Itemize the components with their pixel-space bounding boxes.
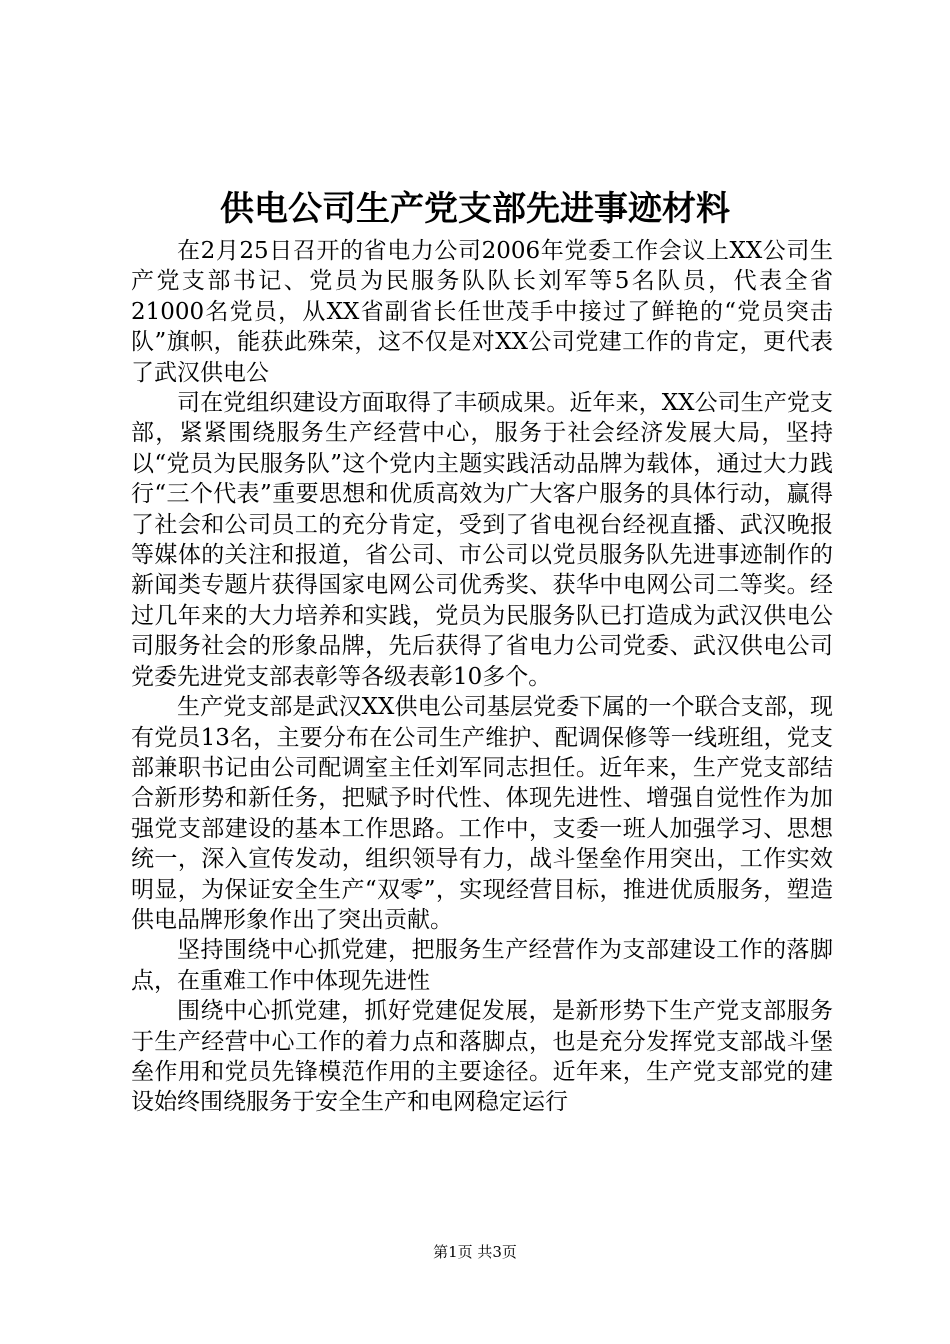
paragraph: 生产党支部是武汉XX供电公司基层党委下属的一个联合支部，现有党员13名，主要分布在公司生产维护、配调保修等一线班组，党支部兼职书记由公司配调室主任刘军同志担任。近年来，生产党支部结合新形势和新任务，把赋予时代性、体现先进性、增强自觉性作为加强党支部建设的基本工作思路。工作中，支委一班人加强学习、思想统一，深入宣传发动，组织领导有力，战斗堡垒作用突出，工作实效明显，为保证安全生产“双零”，实现经营目标，推进优质服务，塑造供电品牌形象作出了突出贡献。 bbox=[131, 694, 833, 933]
document-title: 供电公司生产党支部先进事迹材料 bbox=[220, 189, 730, 229]
document-body bbox=[131, 236, 833, 1118]
page-number-footer: 第1页 共3页 bbox=[433, 1243, 517, 1261]
paragraph: 在2月25日召开的省电力公司2006年党委工作会议上XX公司生产党支部书记、党员为民服务队队长刘军等5名队员，代表全省21000名党员，从XX省副省长任世茂手中接过了鲜艳的“党员突击队”旗帜，能获此殊荣，这不仅是对XX公司党建工作的肯定，更代表了武汉供电公 bbox=[131, 238, 833, 386]
paragraph: 司在党组织建设方面取得了丰硕成果。近年来，XX公司生产党支部，紧紧围绕服务生产经营中心，服务于社会经济发展大局，坚持以“党员为民服务队”这个党内主题实践活动品牌为载体，通过大力践行“三个代表”重要思想和优质高效为广大客户服务的具体行动，赢得了社会和公司员工的充分肯定，受到了省电视台经视直播、武汉晚报等媒体的关注和报道，省公司、市公司以党员服务队先进事迹制作的新闻类专题片获得国家电网公司优秀奖、获华中电网公司二等奖。经过几年来的大力培养和实践，党员为民服务队已打造成为武汉供电公司服务社会的形象品牌，先后获得了省电力公司党委、武汉供电公司党委先进党支部表彰等各级表彰10多个。 bbox=[131, 390, 833, 690]
paragraph: 坚持围绕中心抓党建，把服务生产经营作为支部建设工作的落脚点，在重难工作中体现先进性 bbox=[131, 937, 833, 994]
paragraph: 围绕中心抓党建，抓好党建促发展，是新形势下生产党支部服务于生产经营中心工作的着力点和落脚点，也是充分发挥党支部战斗堡垒作用和党员先锋模范作用的主要途径。近年来，生产党支部党的建设始终围绕服务于安全生产和电网稳定运行 bbox=[131, 998, 833, 1116]
